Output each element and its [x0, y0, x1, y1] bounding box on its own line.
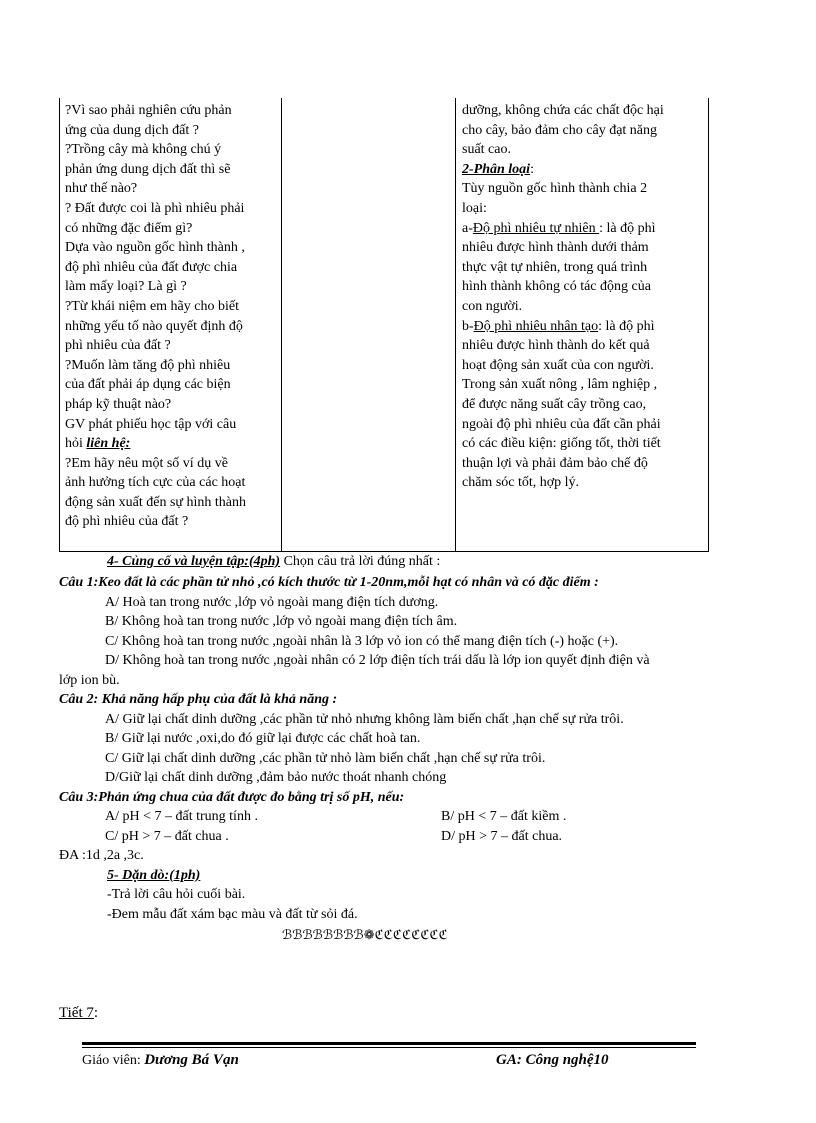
- lienhe-prefix: hỏi: [65, 436, 87, 452]
- question-1-option-d: D/ Không hoà tan trong nước ,ngoài nhân có 2 lớp điện tích trái dấu là lớp ion quyết định điện và: [105, 653, 650, 668]
- homework-item: -Đem mẫu đất xám bạc màu và đất từ sỏi đá.: [107, 907, 358, 922]
- content-line: con người.: [462, 298, 523, 314]
- content-line: dưỡng, không chứa các chất độc hại: [462, 103, 664, 118]
- footer-rule-thick: [82, 1042, 696, 1045]
- question-1-option-a: A/ Hoà tan trong nước ,lớp vỏ ngoài mang điện tích dương.: [105, 595, 439, 610]
- next-lesson-label: [59, 1004, 98, 1023]
- section-4-heading: 4- Củng cố và luyện tập:(4ph): [107, 554, 281, 569]
- classification-heading-suffix: :: [530, 161, 534, 177]
- question-2-option-c: C/ Giữ lại chất dinh dưỡng ,các phần tử nhỏ làm biến chất ,hạn chế sự rửa trôi.: [105, 751, 546, 766]
- tiet-label: Tiết 7: [59, 1005, 94, 1021]
- tiet-suffix: :: [93, 1005, 99, 1021]
- teacher-question-line: ?Vì sao phải nghiên cứu phản: [65, 103, 232, 118]
- question-1-option-c: C/ Không hoà tan trong nước ,ngoài nhân là 3 lớp vỏ ion có thể mang điện tích (-) hoặc (+).: [105, 634, 619, 649]
- content-line: cho cây, bảo đảm cho cây đạt năng: [462, 122, 658, 138]
- question-2-option-d: D/Giữ lại chất dinh dưỡng ,đảm bảo nước thoát nhanh chóng: [105, 770, 447, 785]
- content-line: Trong sản xuất nông , lâm nghiệp ,: [462, 377, 658, 393]
- question-1-option-d-continued: lớp ion bù.: [59, 673, 120, 688]
- content-line: thực vật tự nhiên, trong quá trình: [462, 259, 648, 275]
- table-column-divider: [455, 98, 456, 551]
- section-4-instruction: Chọn câu trả lời đúng nhất :: [280, 554, 441, 569]
- content-line: [462, 317, 702, 337]
- classification-heading: 2-Phân loại: [462, 161, 531, 177]
- question-2-option-a: A/ Giữ lại chất dinh dưỡng ,các phần tử nhỏ nhưng không làm biến chất ,hạn chế sự rửa trôi.: [105, 712, 624, 727]
- question-2-title: Câu 2: Khả năng hấp phụ của đất là khả năng :: [59, 692, 338, 707]
- question-3-option-c: C/ pH > 7 – đất chua .: [105, 829, 229, 844]
- section-5-heading: 5- Dặn dò:(1ph): [107, 868, 201, 883]
- teacher-question-line: độ phì nhiêu của đất được chia: [65, 259, 238, 275]
- question-1-title: Câu 1:Keo đất là các phần tử nhỏ ,có kích thước từ 1-20nm,mỗi hạt có nhân và có đặc điểm :: [59, 575, 599, 590]
- question-1-option-b: B/ Không hoà tan trong nước ,lớp vỏ ngoài mang điện tích âm.: [105, 614, 458, 629]
- question-3-title: Câu 3:Phản ứng chua của đất được đo bằng trị số pH, nếu:: [59, 790, 405, 805]
- decorative-divider: ℬℬℬℬℬℬℬℬ❁ℭℭℭℭℭℭℭℭ: [282, 927, 448, 942]
- footer-rule-thin: [82, 1047, 696, 1048]
- teacher-question-line: có những đặc điểm gì?: [65, 220, 193, 236]
- content-column: [462, 101, 702, 493]
- artificial-fertility-rest: : là độ phì: [598, 318, 655, 334]
- teacher-question-line: ứng của dung dịch đất ?: [65, 122, 199, 138]
- natural-fertility-rest: : là độ phì: [599, 220, 656, 236]
- content-line: hoạt động sản xuất của con người.: [462, 357, 654, 373]
- content-line: để được năng suất cây trồng cao,: [462, 396, 647, 412]
- content-line: Tùy nguồn gốc hình thành chia 2: [462, 181, 648, 197]
- footer-course: [496, 1052, 609, 1069]
- teacher-question-line: làm mấy loại? Là gì ?: [65, 279, 187, 295]
- question-3-option-b: B/ pH < 7 – đất kiềm .: [441, 809, 567, 824]
- natural-fertility-term: Độ phì nhiêu tự nhiên: [472, 220, 600, 236]
- teacher-name: Dương Bá Vạn: [144, 1052, 239, 1068]
- content-heading: [462, 160, 702, 180]
- teacher-question-line: Dựa vào nguồn gốc hình thành ,: [65, 240, 245, 256]
- teacher-question-line: ?Muốn làm tăng độ phì nhiêu: [65, 357, 231, 373]
- teacher-question-line: độ phì nhiêu của đất ?: [65, 514, 189, 530]
- teacher-activity-column: [65, 101, 277, 532]
- teacher-question-line: ? Đất được coi là phì nhiêu phải: [65, 200, 245, 216]
- ga-value: Công nghệ10: [521, 1052, 609, 1068]
- content-line: thuận lợi và phải đảm bảo chế độ: [462, 455, 648, 471]
- teacher-question-line: pháp kỹ thuật nào?: [65, 396, 172, 412]
- content-line: hình thành không có tác động của: [462, 279, 651, 295]
- answer-key: ĐA :1d ,2a ,3c.: [59, 848, 144, 863]
- teacher-question-line: phản ứng dung dịch đất thì sẽ: [65, 161, 231, 177]
- teacher-question-line: [65, 434, 277, 454]
- content-line: ngoài độ phì nhiêu của đất cần phải: [462, 416, 661, 432]
- table-column-divider: [281, 98, 282, 551]
- teacher-question-line: phì nhiêu của đất ?: [65, 338, 171, 354]
- content-line: chăm sóc tốt, hợp lý.: [462, 475, 580, 491]
- teacher-question-line: những yếu tố nào quyết định độ: [65, 318, 243, 334]
- content-line: nhiêu được hình thành dưới thảm: [462, 240, 649, 256]
- content-line: [462, 219, 702, 239]
- lesson-table: [59, 98, 709, 552]
- section-4-line: [107, 552, 440, 571]
- question-2-option-b: B/ Giữ lại nước ,oxi,do đó giữ lại được các chất hoà tan.: [105, 731, 421, 746]
- teacher-question-line: ?Trồng cây mà không chú ý: [65, 142, 222, 158]
- footer-teacher: [82, 1052, 239, 1069]
- teacher-question-line: ?Từ khái niệm em hãy cho biết: [65, 298, 239, 314]
- content-line: suất cao.: [462, 142, 511, 158]
- artificial-fertility-prefix: b-: [462, 318, 474, 334]
- content-line: loại:: [462, 200, 487, 216]
- teacher-label: Giáo viên:: [82, 1053, 145, 1068]
- question-3-option-a: A/ pH < 7 – đất trung tính .: [105, 809, 258, 824]
- content-line: có các điều kiện: giống tốt, thời tiết: [462, 436, 661, 452]
- lienhe-label: liên hệ:: [86, 436, 131, 452]
- teacher-question-line: như thế nào?: [65, 181, 138, 197]
- ga-label: GA:: [496, 1052, 522, 1068]
- teacher-question-line: ?Em hãy nêu một số ví dụ về: [65, 455, 228, 471]
- question-3-option-d: D/ pH > 7 – đất chua.: [441, 829, 563, 844]
- teacher-question-line: GV phát phiếu học tập với câu: [65, 416, 237, 432]
- teacher-question-line: của đất phải áp dụng các biện: [65, 377, 231, 393]
- content-line: nhiêu được hình thành do kết quả: [462, 338, 650, 354]
- natural-fertility-prefix: a-: [462, 220, 473, 236]
- teacher-question-line: động sản xuất đến sự hình thành: [65, 494, 247, 510]
- teacher-question-line: ảnh hưởng tích cực của các hoạt: [65, 475, 246, 491]
- artificial-fertility-term: Độ phì nhiêu nhân tạo: [473, 318, 599, 334]
- homework-item: -Trả lời câu hỏi cuối bài.: [107, 887, 246, 902]
